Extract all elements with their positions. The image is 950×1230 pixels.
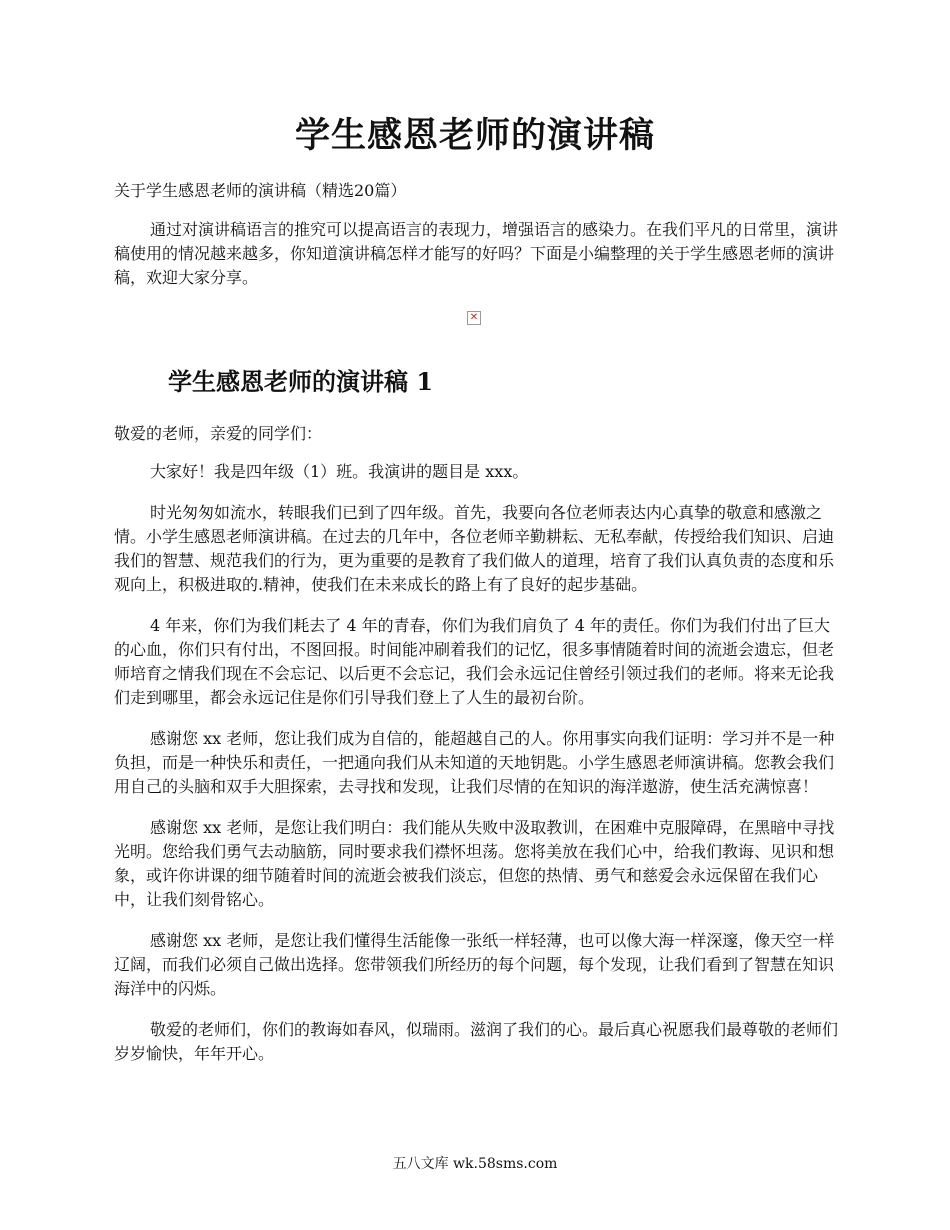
speech-paragraph: 敬爱的老师们，你们的教诲如春风，似瑞雨。滋润了我们的心。最后真心祝愿我们最尊敬的老师们岁岁愉快，年年开心。 (114, 1020, 839, 1063)
speech-paragraph: 感谢您 xx 老师，您让我们成为自信的，能超越自己的人。你用事实向我们证明：学习并不是一种负担，而是一种快乐和责任，一把通向我们从未知道的天地钥匙。小学生感恩老师演讲稿。您教会我们用自己的头脑和双手大胆探索，去寻找和发现，让我们尽情的在知识的海洋遨游，使生活充满惊喜！ (114, 729, 835, 796)
footer-watermark: 五八文库 wk.58sms.com (392, 1156, 558, 1172)
speech-paragraph: 时光匆匆如流水，转眼我们已到了四年级。首先，我要向各位老师表达内心真挚的敬意和感激之情。小学生感恩老师演讲稿。在过去的几年中，各位老师辛勤耕耘、无私奉献，传授给我们知识、启迪我们的智慧、规范我们的行为，更为重要的是教育了我们做人的道理，培育了我们认真负责的态度和乐观向上，积极进取的.精神，使我们在未来成长的路上有了良好的起步基础。 (114, 503, 835, 594)
speech-paragraph: 感谢您 xx 老师，是您让我们明白：我们能从失败中汲取教训，在困难中克服障碍，在黑暗中寻找光明。您给我们勇气去动脑筋，同时要求我们襟怀坦荡。您将美放在我们心中，给我们教诲、见识和想象，或许你讲课的细节随着时间的流逝会被我们淡忘，但您的热情、勇气和慈爱会永远保留在我们心中，让我们刻骨铭心。 (114, 818, 835, 909)
speech-paragraph: 4 年来，你们为我们耗去了 4 年的青春，你们为我们肩负了 4 年的责任。你们为我们付出了巨大的心血，你们只有付出，不图回报。时间能冲刷着我们的记忆，很多事情随着时间的流逝会遗忘，但老师培育之情我们现在不会忘记、以后更不会忘记，我们会永远记住曾经引领过我们的老师。将来无论我们走到哪里，都会永远记住是你们引导我们登上了人生的最初台阶。 (114, 616, 835, 707)
section-heading: 学生感恩老师的演讲稿 1 (168, 367, 434, 396)
intro-paragraph: 通过对演讲稿语言的推究可以提高语言的表现力，增强语言的感染力。在我们平凡的日常里，演讲稿使用的情况越来越多，你知道演讲稿怎样才能写的好吗？下面是小编整理的关于学生感恩老师的演讲稿，欢迎大家分享。 (114, 220, 839, 287)
speech-body (114, 460, 842, 1083)
speech-paragraph: 大家好！我是四年级（1）班。我演讲的题目是 xxx。 (150, 462, 529, 481)
document-subtitle: 关于学生感恩老师的演讲稿（精选20篇） (114, 181, 407, 200)
speech-paragraph: 感谢您 xx 老师，是您让我们懂得生活能像一张纸一样轻薄，也可以像大海一样深邃，像天空一样辽阔，而我们必须自己做出选择。您带领我们所经历的每个问题，每个发现，让我们看到了智慧在知识海洋中的闪烁。 (114, 931, 835, 998)
broken-image-icon: ✕ (467, 311, 481, 325)
page-title: 学生感恩老师的演讲稿 (294, 115, 655, 156)
speech-greeting: 敬爱的老师，亲爱的同学们： (114, 424, 323, 443)
